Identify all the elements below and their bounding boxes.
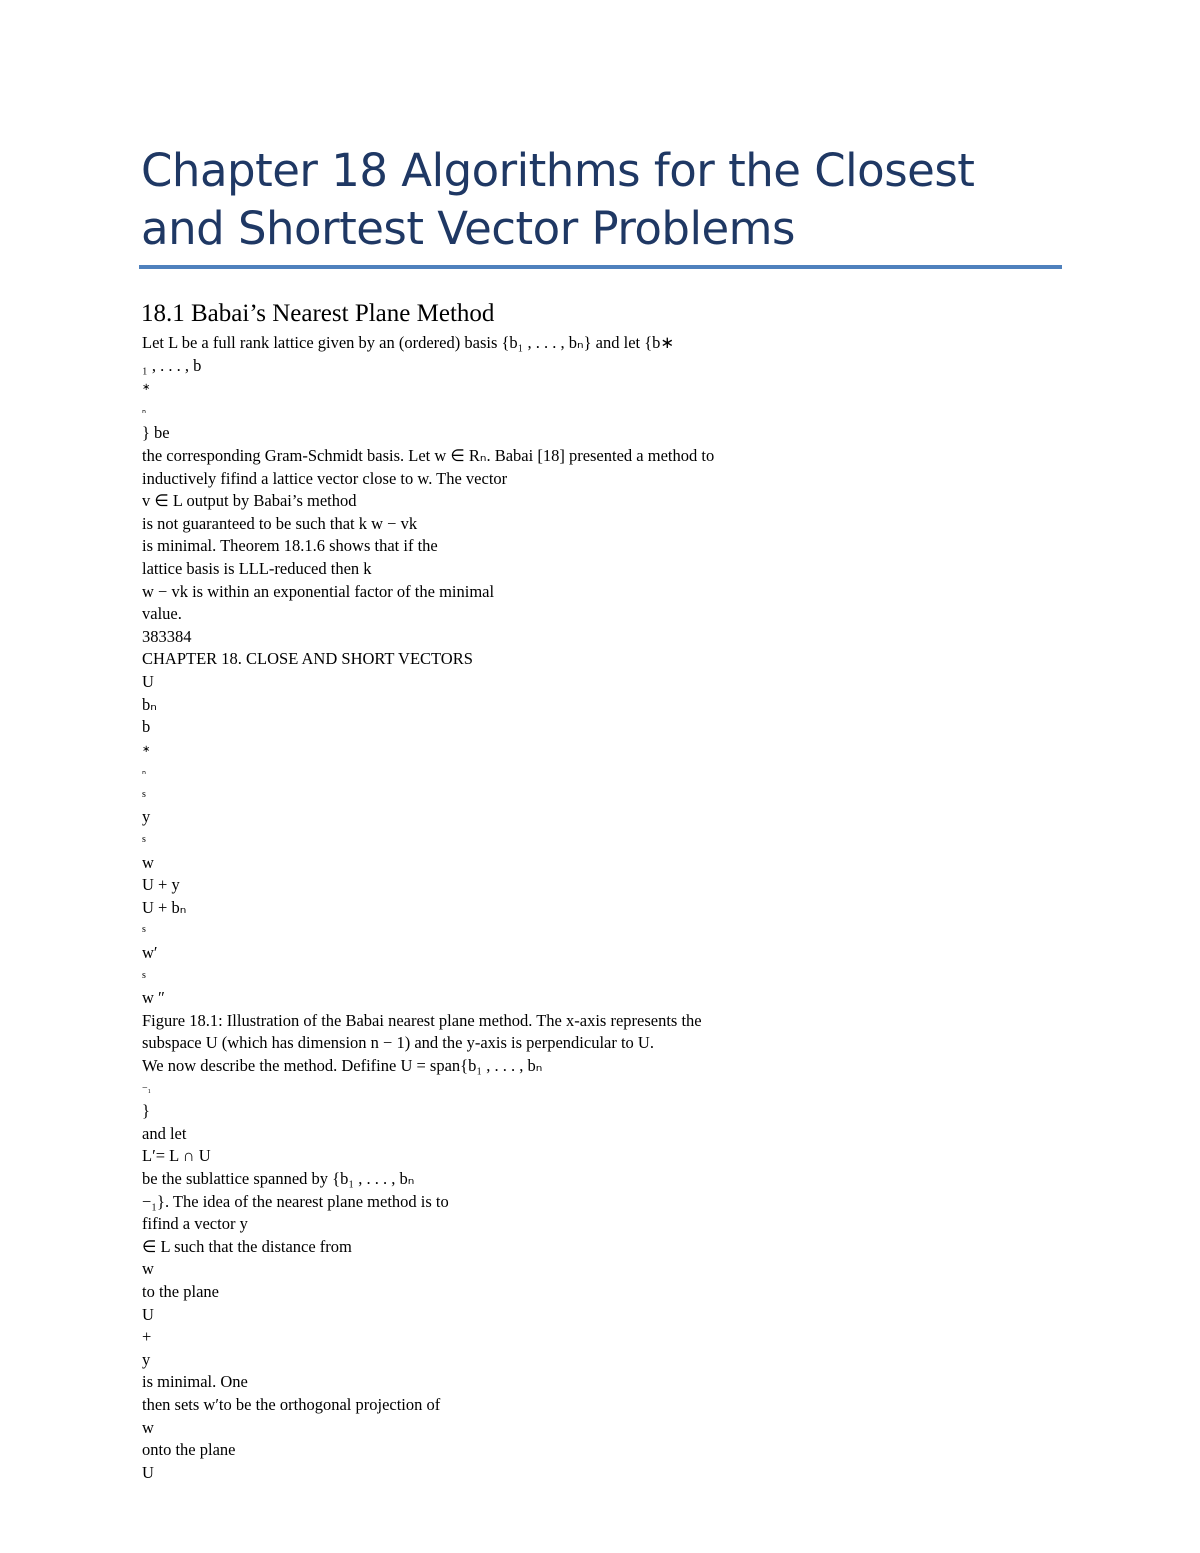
text-line: w (142, 1417, 154, 1437)
text-line: is minimal. Theorem 18.1.6 shows that if the (142, 536, 438, 556)
text-line: −₁}. The idea of the nearest plane method is to (142, 1191, 449, 1211)
text-line: 383384 (142, 626, 192, 646)
text-line: U + y (142, 875, 180, 895)
text-line: b (142, 717, 151, 737)
text-line: s (142, 788, 146, 800)
text-line: inductively fifind a lattice vector close to w. The vector (142, 468, 508, 488)
text-line: fifind a vector y (142, 1214, 248, 1234)
text-line: L′= L ∩ U (142, 1146, 211, 1166)
text-line: ∈ L such that the distance from (142, 1236, 352, 1256)
text-line: s (142, 924, 146, 936)
text-line: U (142, 1304, 154, 1324)
text-line: then sets w′to be the orthogonal projection of (142, 1394, 441, 1414)
text-line: −₁ (142, 1082, 152, 1094)
text-line: Let L be a full rank lattice given by an (ordered) basis {b₁ , . . . , bₙ} and let {b∗ (142, 333, 675, 352)
text-line: and let (142, 1123, 187, 1143)
text-line: onto the plane (142, 1440, 236, 1460)
text-line: U (142, 671, 154, 691)
text-line: be the sublattice spanned by {b₁ , . . . , bₙ (142, 1168, 415, 1188)
text-line: ∗ (142, 382, 151, 394)
text-line: the corresponding Gram-Schmidt basis. Let w ∈ Rₙ. Babai [18] presented a method to (142, 445, 715, 465)
text-line: y (142, 807, 151, 827)
text-line: is not guaranteed to be such that k w − vk (142, 513, 418, 533)
text-line: We now describe the method. Defifine U = span{b₁ , . . . , bₙ (142, 1056, 543, 1075)
text-line: U (142, 1462, 154, 1482)
text-line: ₙ (142, 766, 146, 778)
section-heading: 18.1 Babai’s Nearest Plane Method (141, 300, 495, 327)
text-line: v ∈ L output by Babai’s method (142, 491, 357, 511)
chapter-title: Chapter 18 Algorithms for the Closest and Shortest Vector Problems (141, 144, 975, 255)
text-line: ₁ , . . . , b (142, 355, 202, 375)
text-line: value. (142, 604, 182, 624)
text-line: Figure 18.1: Illustration of the Babai nearest plane method. The x-axis represents the (142, 1010, 702, 1030)
title-underline (139, 265, 1062, 269)
text-line: ₙ (142, 404, 146, 416)
text-line: } (142, 1101, 150, 1121)
text-line: } be (142, 423, 170, 443)
text-line: w ″ (142, 988, 165, 1008)
text-line: CHAPTER 18. CLOSE AND SHORT VECTORS (142, 649, 473, 669)
text-line: lattice basis is LLL-reduced then k (142, 558, 372, 578)
text-line: U + bₙ (142, 897, 187, 917)
text-line: ∗ (142, 743, 151, 755)
text-line: is minimal. One (142, 1372, 248, 1392)
text-line: subspace U (which has dimension n − 1) and the y-axis is perpendicular to U. (142, 1033, 654, 1053)
text-line: to the plane (142, 1281, 219, 1301)
text-line: w′ (142, 943, 158, 963)
text-line: s (142, 834, 146, 846)
text-line: + (142, 1327, 152, 1347)
text-line: w (142, 852, 154, 872)
text-line: bₙ (142, 694, 157, 714)
text-line: y (142, 1349, 151, 1369)
body-text (142, 332, 902, 1484)
text-line: s (142, 969, 146, 981)
text-line: w (142, 1259, 154, 1279)
text-line: w − vk is within an exponential factor of the minimal (142, 581, 495, 601)
